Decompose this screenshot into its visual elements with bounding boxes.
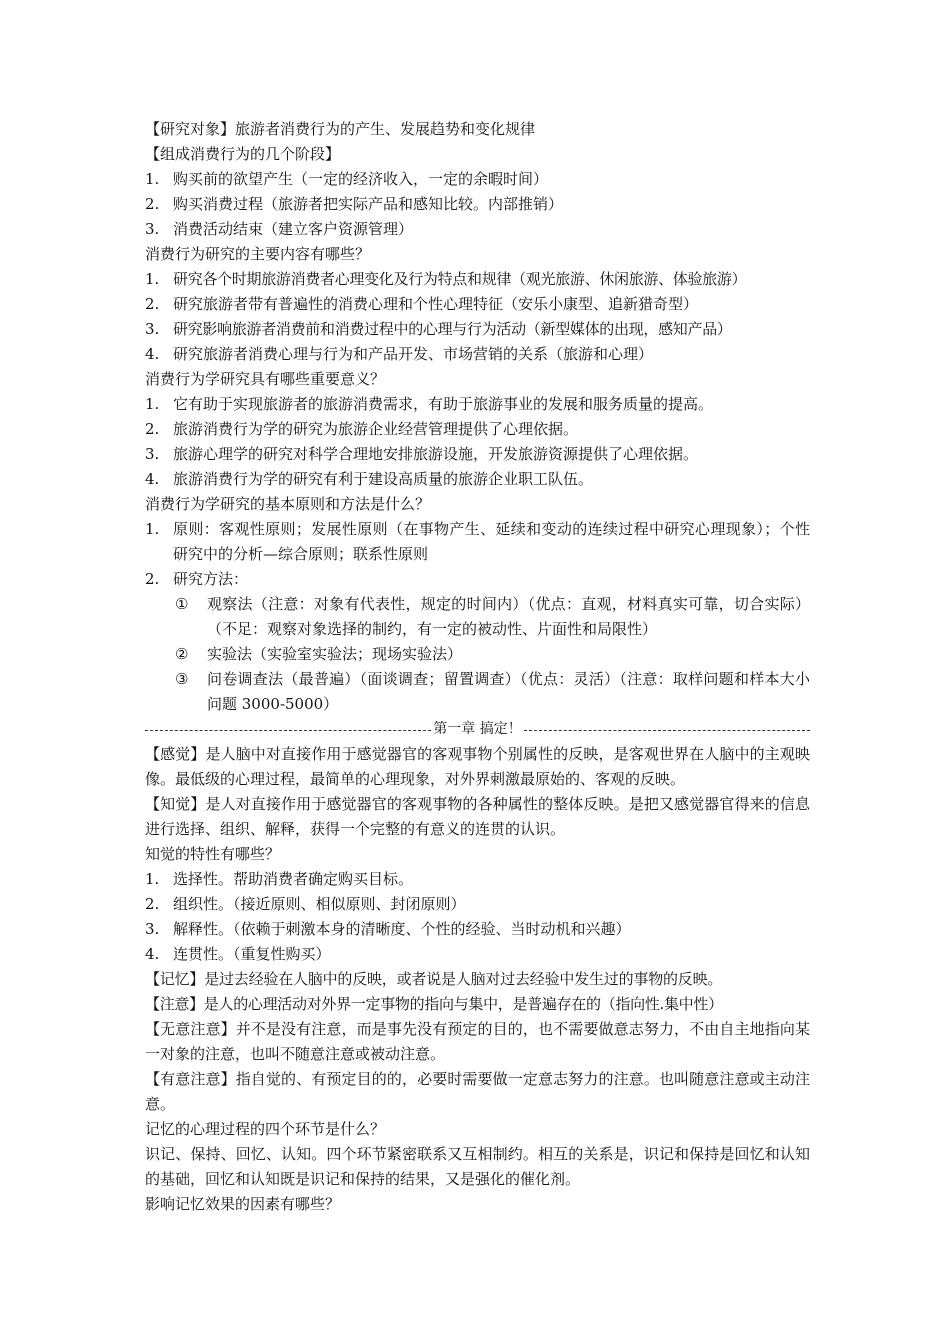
- list-item: 1. 它有助于实现旅游者的旅游消费需求，有助于旅游事业的发展和服务质量的提高。: [145, 395, 714, 413]
- question-heading: 消费行为学研究的基本原则和方法是什么？: [145, 495, 431, 513]
- list-item: 1. 购买前的欲望产生（一定的经济收入，一定的余暇时间）: [145, 170, 549, 188]
- divider-label: 第一章 搞定！: [433, 721, 522, 737]
- divider-dash-left: [145, 730, 431, 731]
- sensation-definition: 【感觉】是人脑中对直接作用于感觉器官的客观事物个别属性的反映，是客观世界在人脑中的主观映像。最低级的心理过程，最简单的心理现象，对外界刺激最原始的、客观的反映。: [145, 745, 810, 788]
- attention-definition: 【注意】是人的心理活动对外界一定事物的指向与集中，是普遍存在的（指向性.集中性）: [145, 995, 723, 1013]
- chapter-divider: [145, 717, 810, 742]
- question-heading: 影响记忆效果的因素有哪些？: [145, 1195, 341, 1213]
- document-body: [145, 117, 810, 1217]
- unintentional-attention-definition: 【无意注意】并不是没有注意，而是事先没有预定的目的，也不需要做意志努力，不由自主地指向某一对象的注意，也叫不随意注意或被动注意。: [145, 1020, 810, 1063]
- stages-heading: 【组成消费行为的几个阶段】: [145, 145, 341, 163]
- list-item: 2. 研究方法：: [145, 570, 249, 588]
- list-item: 1. 选择性。帮助消费者确定购买目标。: [145, 870, 414, 888]
- list-item: 2. 研究旅游者带有普遍性的消费心理和个性心理特征（安乐小康型、追新猎奇型）: [145, 295, 699, 313]
- divider-dash-right: [524, 730, 810, 731]
- list-item: 3. 消费活动结束（建立客户资源管理）: [145, 220, 414, 238]
- research-object-heading: 【研究对象】旅游者消费行为的产生、发展趋势和变化规律: [145, 120, 536, 138]
- list-item: 1. 原则：客观性原则；发展性原则（在事物产生、延续和变动的连续过程中研究心理现象）；个性研究中的分析—综合原则；联系性原则: [145, 520, 810, 563]
- list-item: 2. 组织性。（接近原则、相似原则、封闭原则）: [145, 895, 466, 913]
- question-heading: 知觉的特性有哪些？: [145, 845, 281, 863]
- list-item: 3. 旅游心理学的研究对科学合理地安排旅游设施，开发旅游资源提供了心理依据。: [145, 445, 699, 463]
- list-item: 4. 连贯性。（重复性购买）: [145, 945, 331, 963]
- list-item: 1. 研究各个时期旅游消费者心理变化及行为特点和规律（观光旅游、休闲旅游、体验旅游）: [145, 270, 747, 288]
- list-item: 2. 购买消费过程（旅游者把实际产品和感知比较。内部推销）: [145, 195, 564, 213]
- question-heading: 消费行为研究的主要内容有哪些？: [145, 245, 371, 263]
- method-item: ② 实验法（实验室实验法；现场实验法）: [175, 645, 463, 663]
- memory-answer: 识记、保持、回忆、认知。四个环节紧密联系又互相制约。相互的关系是，识记和保持是回忆和认知的基础，回忆和认知既是识记和保持的结果，又是强化的催化剂。: [145, 1145, 810, 1188]
- question-heading: 记忆的心理过程的四个环节是什么？: [145, 1120, 386, 1138]
- memory-definition: 【记忆】是过去经验在人脑中的反映，或者说是人脑对过去经验中发生过的事物的反映。: [145, 970, 723, 988]
- method-item: ① 观察法（注意：对象有代表性，规定的时间内）（优点：直观，材料真实可靠，切合实际）（不足：观察对象选择的制约，有一定的被动性、片面性和局限性）: [175, 595, 810, 638]
- list-item: 4. 旅游消费行为学的研究有利于建设高质量的旅游企业职工队伍。: [145, 470, 594, 488]
- list-item: 2. 旅游消费行为学的研究为旅游企业经营管理提供了心理依据。: [145, 420, 579, 438]
- perception-definition: 【知觉】是人对直接作用于感觉器官的客观事物的各种属性的整体反映。是把又感觉器官得来的信息进行选择、组织、解释，获得一个完整的有意义的连贯的认识。: [145, 795, 810, 838]
- question-heading: 消费行为学研究具有哪些重要意义？: [145, 370, 386, 388]
- method-item: ③ 问卷调查法（最普遍）（面谈调查；留置调查）（优点：灵活）（注意：取样问题和样本大小问题 3000-5000）: [175, 670, 810, 713]
- list-item: 3. 解释性。（依赖于刺激本身的清晰度、个性的经验、当时动机和兴趣）: [145, 920, 631, 938]
- list-item: 3. 研究影响旅游者消费前和消费过程中的心理与行为活动（新型媒体的出现，感知产品）: [145, 320, 732, 338]
- list-item: 4. 研究旅游者消费心理与行为和产品开发、市场营销的关系（旅游和心理）: [145, 345, 654, 363]
- intentional-attention-definition: 【有意注意】指自觉的、有预定目的的，必要时需要做一定意志努力的注意。也叫随意注意或主动注意。: [145, 1070, 810, 1113]
